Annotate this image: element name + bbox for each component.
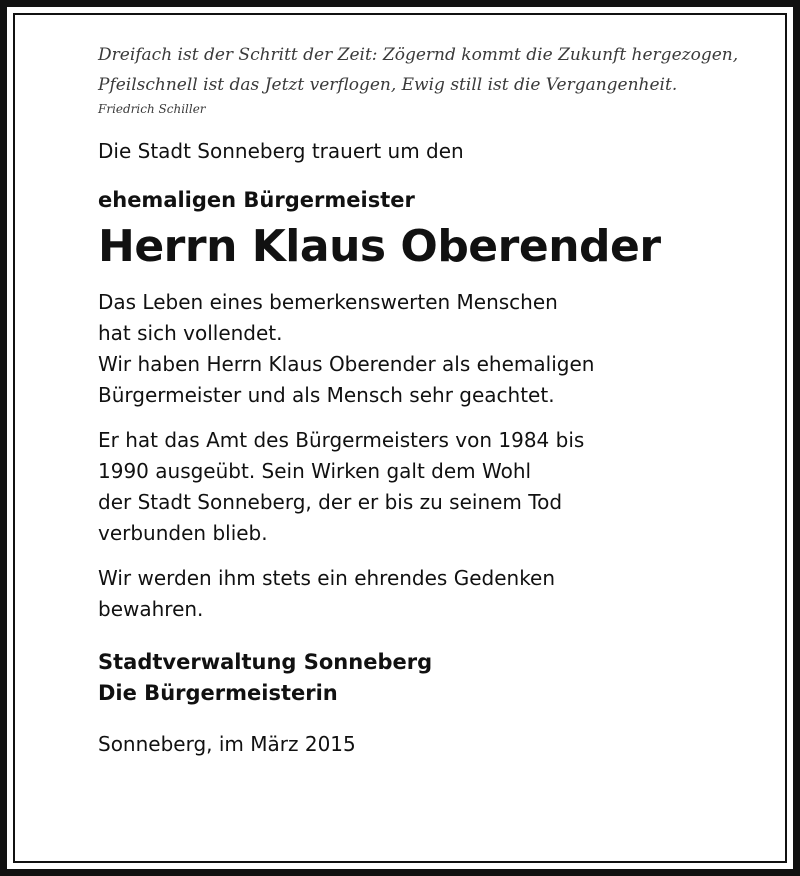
paragraph-line: Er hat das Amt des Bürgermeisters von 1984 bis	[98, 428, 585, 452]
paragraph-line: Wir werden ihm stets ein ehrendes Gedenken	[98, 566, 556, 590]
paragraph-line: der Stadt Sonneberg, der er bis zu seinem Tod	[98, 490, 563, 514]
signature-organization: Stadtverwaltung Sonneberg	[98, 650, 433, 674]
paragraph-line: Wir haben Herrn Klaus Oberender als ehemaligen	[98, 352, 595, 376]
quote-author: Friedrich Schiller	[98, 102, 206, 116]
paragraph-line: verbunden blieb.	[98, 521, 268, 545]
obituary-notice	[98, 40, 758, 760]
paragraph-tribute	[98, 287, 758, 411]
schiller-quote	[98, 40, 758, 118]
place-date: Sonneberg, im März 2015	[98, 732, 356, 756]
quote-line: Pfeilschnell ist das Jetzt verflogen, Ewig still ist die Vergangenheit.	[98, 75, 678, 95]
paragraph-line: bewahren.	[98, 597, 204, 621]
paragraph-line: Das Leben eines bemerkenswerten Menschen	[98, 290, 558, 314]
paragraph-line: hat sich vollendet.	[98, 321, 283, 345]
deceased-name: Herrn Klaus Oberender	[98, 221, 661, 272]
paragraph-line: 1990 ausgeübt. Sein Wirken galt dem Wohl	[98, 459, 532, 483]
paragraph-line: Bürgermeister und als Mensch sehr geachtet.	[98, 383, 555, 407]
signature-role: Die Bürgermeisterin	[98, 681, 338, 705]
paragraph-career	[98, 425, 758, 549]
deceased-title: ehemaligen Bürgermeister	[98, 188, 415, 212]
paragraph-remembrance	[98, 563, 758, 625]
signature-block	[98, 647, 758, 709]
quote-line: Dreifach ist der Schritt der Zeit: Zögernd kommt die Zukunft hergezogen,	[98, 45, 739, 65]
intro-text: Die Stadt Sonneberg trauert um den	[98, 139, 464, 163]
